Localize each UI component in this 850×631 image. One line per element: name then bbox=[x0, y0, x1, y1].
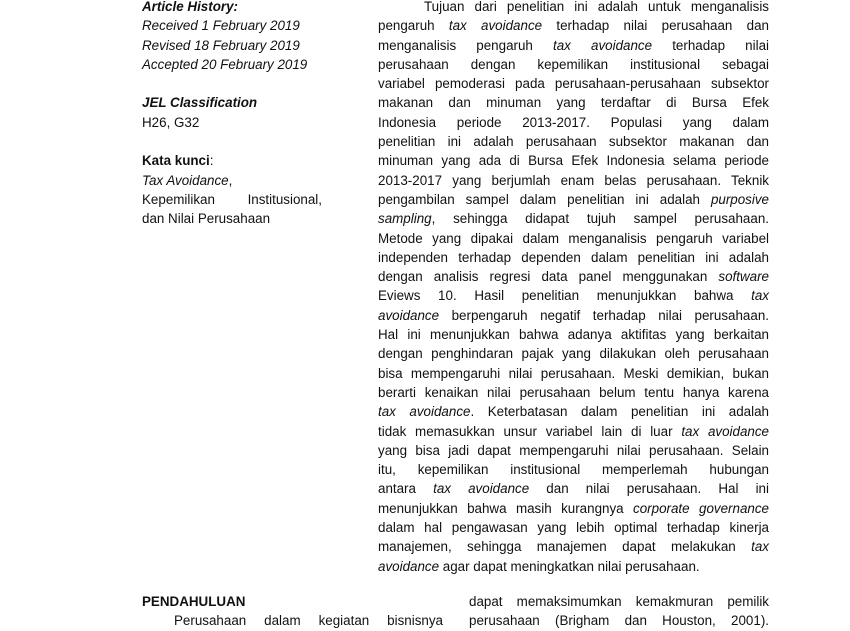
abstract-text: perusahaan dengan kepemilikan institusional sebagai bbox=[378, 56, 769, 72]
jel-codes: H26, G32 bbox=[142, 114, 200, 130]
abstract-text: pengambilan sampel dalam penelitian ini adalah bbox=[378, 191, 711, 207]
keyword-line-1 bbox=[142, 171, 322, 190]
keyword-tax-avoidance: Tax Avoidance bbox=[142, 172, 229, 188]
abstract-text: makanan dan minuman yang terdaftar di Bursa Efek bbox=[378, 95, 769, 111]
abstract-line bbox=[378, 171, 769, 190]
abstract-text: dengan analisis regresi data panel menggunakan bbox=[378, 269, 719, 285]
abstract-text: Eviews 10. Hasil penelitian menunjukkan bahwa bbox=[378, 288, 752, 304]
abstract-italic-term: tax avoidance bbox=[681, 423, 769, 439]
abstract-text: Hal ini menunjukkan bahwa adanya aktifitas yang berkaitan bbox=[378, 327, 769, 343]
abstract-line bbox=[378, 344, 769, 363]
abstract-italic-term: corporate governance bbox=[633, 500, 769, 516]
abstract-text: yang bisa jadi dapat mempengaruhi nilai perusahaan. Selain bbox=[378, 442, 769, 458]
introduction-heading: PENDAHULUAN bbox=[142, 594, 246, 609]
abstract-text: penelitian ini adalah perusahaan subsektor makanan dan bbox=[378, 134, 769, 150]
abstract-text: agar dapat meningkatkan nilai perusahaan. bbox=[439, 558, 700, 574]
abstract-line bbox=[378, 402, 769, 421]
spacer bbox=[142, 132, 322, 151]
abstract-text: . Keterbatasan dalam penelitian ini adalah bbox=[470, 404, 769, 420]
keyword-comma: , bbox=[228, 172, 233, 188]
abstract-line bbox=[378, 0, 769, 16]
abstract-line bbox=[378, 74, 769, 93]
keyword-line-2 bbox=[142, 190, 322, 209]
introduction-paragraph-line: dapat memaksimumkan kemakmuran pemilik bbox=[469, 594, 769, 609]
abstract-line bbox=[378, 132, 769, 151]
abstract-text: minuman yang ada di Bursa Efek Indonesia selama periode bbox=[378, 153, 769, 169]
abstract-line bbox=[378, 537, 769, 556]
introduction-right-column bbox=[469, 592, 769, 631]
keyword-kepemilikan: Kepemilikan bbox=[142, 191, 215, 207]
spacer bbox=[142, 74, 322, 93]
abstract-italic-term: tax avoidance bbox=[448, 18, 543, 34]
abstract-line bbox=[378, 383, 769, 402]
introduction-paragraph-line: Perusahaan dalam kegiatan bisnisnya bbox=[174, 613, 443, 629]
keyword-institusional: Institusional, bbox=[247, 191, 322, 207]
abstract-italic-term: tax bbox=[751, 539, 769, 555]
abstract-line bbox=[378, 306, 769, 325]
abstract-italic-term: software bbox=[718, 269, 769, 285]
abstract-line bbox=[378, 93, 769, 112]
abstract-line bbox=[378, 518, 769, 537]
abstract-line bbox=[378, 267, 769, 286]
abstract-text: menunjukkan bahwa masih kurangnya bbox=[378, 500, 634, 516]
abstract-line bbox=[378, 16, 769, 35]
abstract-text: manajemen, sehingga manajemen dapat melakukan bbox=[378, 539, 752, 555]
abstract-line bbox=[378, 325, 769, 344]
abstract-text: terhadap nilai perusahaan dan bbox=[542, 18, 770, 34]
abstract-italic-term: tax avoidance bbox=[433, 481, 530, 497]
abstract-text: antara bbox=[378, 481, 434, 497]
abstract-text: variabel pemoderasi pada perusahaan-perusahaan subsektor bbox=[378, 76, 769, 92]
abstract-text: bisa mempengaruhi nilai perusahaan. Meski demikian, bukan bbox=[378, 365, 769, 381]
abstract-line bbox=[378, 479, 769, 498]
keywords-colon: : bbox=[209, 153, 214, 169]
abstract-italic-term: avoidance bbox=[378, 558, 440, 574]
introduction-paragraph-line: perusahaan (Brigham dan Houston, 2001). bbox=[469, 613, 769, 629]
abstract-italic-term: purposive bbox=[710, 191, 769, 207]
abstract-text: 2013-2017 yang berjumlah enam belas perusahaan. Teknik bbox=[378, 172, 769, 188]
abstract-text: Indonesia periode 2013-2017. Populasi yang dalam bbox=[378, 114, 769, 130]
abstract-text: tidak memasukkan unsur variabel lain di luar bbox=[378, 423, 682, 439]
article-info-sidebar bbox=[142, 0, 322, 229]
abstract-text: pengaruh bbox=[378, 18, 449, 34]
abstract-text: berpengaruh negatif terhadap nilai perusahaan. bbox=[439, 307, 769, 323]
abstract-line bbox=[378, 557, 769, 576]
abstract-italic-term: tax bbox=[751, 288, 769, 304]
abstract-line bbox=[378, 151, 769, 170]
abstract-line bbox=[378, 499, 769, 518]
abstract-text: Metode yang dipakai dalam menganalisis pengaruh variabel bbox=[378, 230, 769, 246]
abstract-text: itu, kepemilikan institusional memperlemah hubungan bbox=[378, 462, 769, 478]
abstract-line bbox=[378, 248, 769, 267]
abstract-line bbox=[378, 441, 769, 460]
article-history-heading: Article History: bbox=[142, 0, 238, 14]
abstract-line bbox=[378, 422, 769, 441]
abstract-text: dalam hal pengawasan yang lebih optimal terhadap kinerja bbox=[378, 520, 769, 536]
abstract-italic-term: avoidance bbox=[378, 307, 440, 323]
abstract-text: terhadap nilai bbox=[652, 37, 770, 53]
abstract-text: Tujuan dari penelitian ini adalah untuk menganalisis bbox=[424, 0, 769, 14]
abstract-italic-term: tax avoidance bbox=[553, 37, 653, 53]
abstract-body bbox=[378, 0, 769, 576]
abstract-line bbox=[378, 113, 769, 132]
abstract-text: berarti kenaikan nilai perusahaan belum tentu hanya karena bbox=[378, 384, 769, 400]
abstract-line bbox=[378, 36, 769, 55]
abstract-line bbox=[378, 209, 769, 228]
introduction-left-column bbox=[142, 592, 443, 631]
abstract-italic-term: tax avoidance bbox=[378, 404, 471, 420]
abstract-text: menganalisis pengaruh bbox=[378, 37, 554, 53]
abstract-line bbox=[378, 286, 769, 305]
revised-date: Revised 18 February 2019 bbox=[142, 37, 300, 53]
abstract-line bbox=[378, 190, 769, 209]
accepted-date: Accepted 20 February 2019 bbox=[142, 56, 308, 72]
keyword-line-3: dan Nilai Perusahaan bbox=[142, 211, 271, 227]
abstract-text: dengan penghindaran pajak yang dilakukan oleh perusahaan bbox=[378, 346, 769, 362]
abstract-text: independen terhadap dependen dalam penelitian ini adalah bbox=[378, 249, 769, 265]
abstract-line bbox=[378, 55, 769, 74]
keywords-heading-line bbox=[142, 151, 322, 170]
jel-heading: JEL Classification bbox=[142, 95, 258, 111]
abstract-line bbox=[378, 364, 769, 383]
abstract-italic-term: sampling bbox=[378, 211, 432, 227]
abstract-text: dan nilai perusahaan. Hal ini bbox=[529, 481, 769, 497]
abstract-line bbox=[378, 229, 769, 248]
abstract-line bbox=[378, 460, 769, 479]
received-date: Received 1 February 2019 bbox=[142, 18, 300, 34]
keywords-heading: Kata kunci bbox=[142, 153, 210, 169]
abstract-text: , sehingga didapat tujuh sampel perusahaan. bbox=[431, 211, 769, 227]
